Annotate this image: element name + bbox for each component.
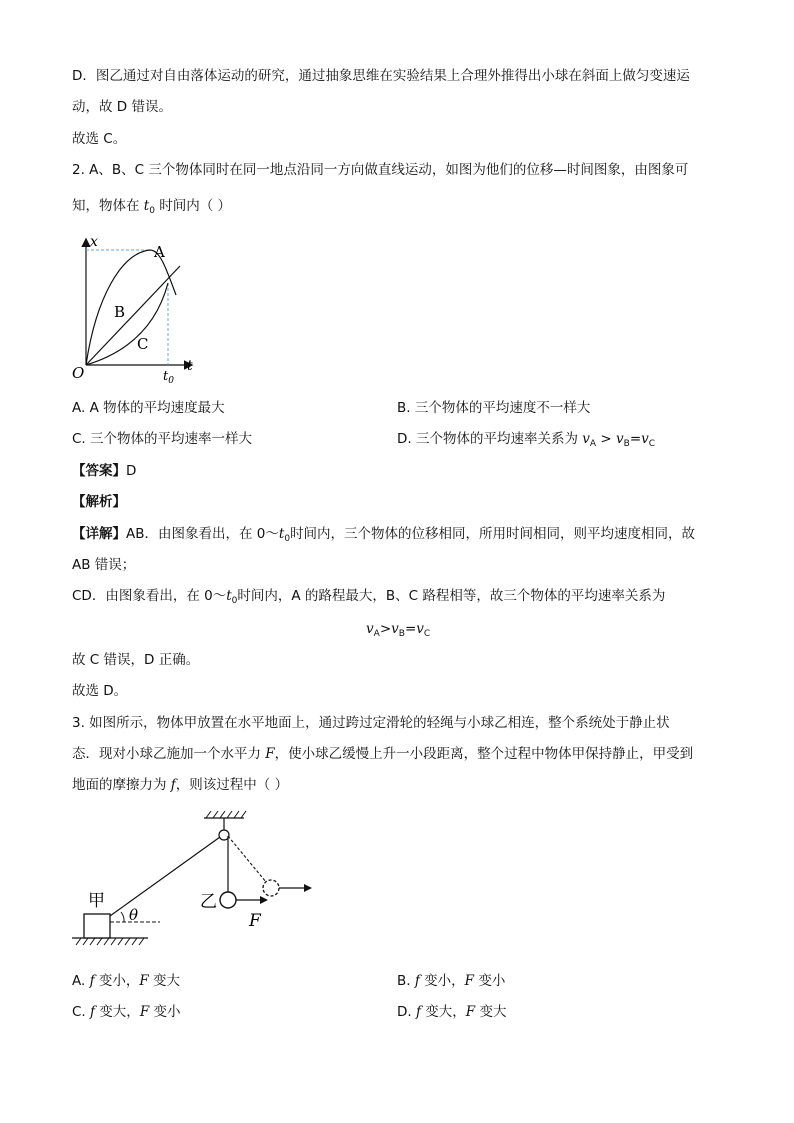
q3-option-b: B. f 变小，F 变小 bbox=[397, 973, 506, 989]
line-b bbox=[86, 266, 180, 365]
angle-arc bbox=[121, 912, 124, 922]
q2-stem-line1: 2. A、B、C 三个物体同时在同一地点沿同一方向做直线运动，如图为他们的位移—时间图象，由图象可 bbox=[72, 162, 689, 178]
q3-option-d: D. f 变大，F 变大 bbox=[397, 1004, 507, 1020]
q2-option-b: B. 三个物体的平均速度不一样大 bbox=[397, 400, 591, 416]
q2-detail-line1: 【详解】AB．由图象看出，在 $0\sim t_0$时间内，三个物体的位移相同，所用时间相同，则平均速度相同，故 bbox=[72, 526, 696, 544]
q2-xt-graph bbox=[66, 228, 206, 386]
q3-stem-line3: 地面的摩擦力为 f，则该过程中（ ） bbox=[72, 777, 289, 793]
q3-option-c: C. f 变大，F 变小 bbox=[72, 1004, 181, 1020]
prev-choose: 故选 C。 bbox=[72, 131, 127, 147]
ball-yi bbox=[220, 892, 236, 908]
label-jia: 甲 bbox=[88, 891, 105, 911]
rope-dashed bbox=[228, 836, 266, 882]
graph-origin-label: O bbox=[72, 364, 85, 382]
q2-formula: $v_A>v_B=v_C$ bbox=[366, 621, 431, 639]
q2-conclusion: 故 C 错误，D 正确。 bbox=[72, 652, 200, 668]
graph-t-label: t bbox=[187, 358, 193, 374]
label-theta: θ bbox=[129, 906, 139, 924]
graph-label-c: C bbox=[137, 335, 149, 353]
q2-detail-line3: CD．由图象看出，在 $0\sim t_0$时间内，A 的路程最大，B、C 路程相等，故三个物体的平均速率关系为 bbox=[72, 588, 666, 606]
graph-x-label: x bbox=[90, 234, 98, 250]
prev-option-d-line2: 动，故 D 错误。 bbox=[72, 99, 172, 115]
ball-dashed bbox=[263, 880, 279, 896]
prev-option-d-line1: D．图乙通过对自由落体运动的研究，通过抽象思维在实验结果上合理外推得出小球在斜面上做匀变速运 bbox=[72, 68, 690, 84]
q2-option-c: C. 三个物体的平均速率一样大 bbox=[72, 431, 253, 447]
label-force: F bbox=[249, 911, 261, 931]
q3-stem-line1: 3. 如图所示，物体甲放置在水平地面上，通过跨过定滑轮的轻绳与小球乙相连，整个系统处于静止状 bbox=[72, 715, 670, 731]
curve-a bbox=[86, 250, 176, 365]
q2-choose: 故选 D。 bbox=[72, 683, 128, 699]
q2-stem-line2: 知，物体在 $t_0$ 时间内（ ） bbox=[72, 198, 232, 216]
q2-option-a: A. A 物体的平均速度最大 bbox=[72, 400, 225, 416]
q3-option-a: A. f 变小，F 变大 bbox=[72, 973, 181, 989]
label-yi: 乙 bbox=[200, 892, 217, 912]
q2-option-d: D. 三个物体的平均速率关系为 $v_A > v_B=v_C$ bbox=[397, 431, 656, 449]
q3-pulley-diagram bbox=[68, 806, 318, 948]
q2-detail-line2: AB 错误； bbox=[72, 557, 136, 573]
graph-t0-label: $t_0$ bbox=[163, 369, 174, 386]
q2-answer: 【答案】D bbox=[72, 463, 137, 479]
graph-label-a: A bbox=[154, 243, 165, 261]
q3-stem-line2: 态．现对小球乙施加一个水平力 F，使小球乙缓慢上升一小段距离，整个过程中物体甲保持静止，甲受到 bbox=[72, 746, 694, 762]
block-jia bbox=[84, 914, 110, 938]
q2-analysis-tag: 【解析】 bbox=[72, 494, 126, 510]
graph-label-b: B bbox=[114, 303, 126, 321]
